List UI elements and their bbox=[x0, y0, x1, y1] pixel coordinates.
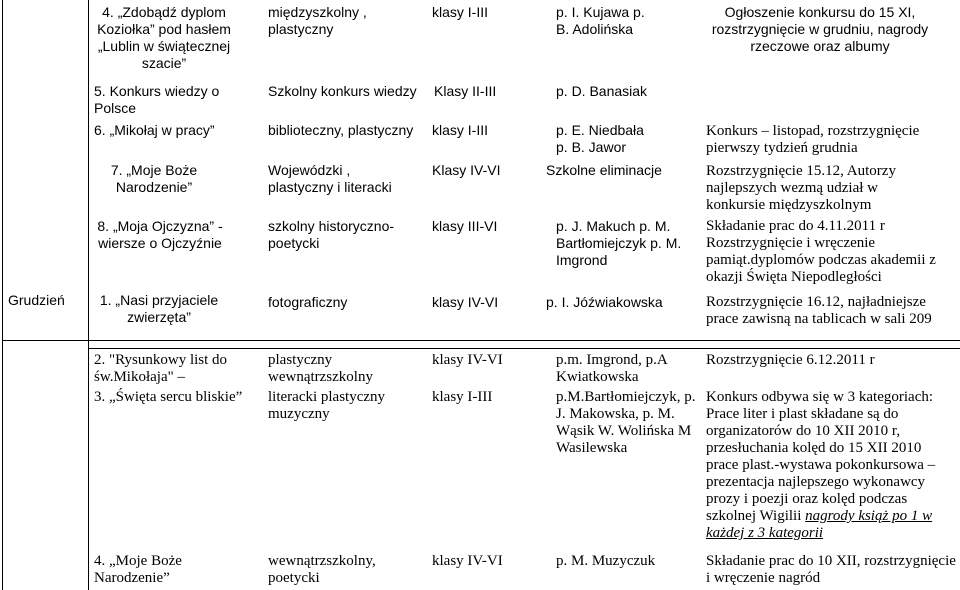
row-6-teachers: p. E. Niedbała p. B. Jawor bbox=[556, 122, 644, 155]
row-7-name: 7. „Moje Boże Narodzenie” bbox=[110, 162, 198, 195]
row-5-type: Szkolny konkurs wiedzy bbox=[268, 83, 417, 99]
row-2-teachers: p.m. Imgrond, p.A Kwiatkowska bbox=[556, 352, 667, 385]
row-8-type: szkolny historyczno-poetycki bbox=[268, 218, 395, 251]
row-6-name: 6. „Mikołaj w pracy” bbox=[94, 122, 215, 138]
row-7-notes: Rozstrzygnięcie 15.12, Autorzy najlepszych wezmą udział w konkursie międzyszkolnym bbox=[706, 163, 896, 213]
row-1-type: fotograficzny bbox=[268, 294, 348, 310]
row-4b-teachers: p. M. Muzyczuk bbox=[556, 553, 656, 569]
table-border-left bbox=[2, 0, 3, 590]
row-6-type: biblioteczny, plastyczny bbox=[268, 122, 414, 138]
row-3-type: literacki plastyczny muzyczny bbox=[268, 389, 386, 422]
row-4b-classes: klasy IV-VI bbox=[432, 553, 503, 569]
row-3-notes-awards: nagrody książ po 1 w każdej z 3 kategorii bbox=[706, 508, 933, 541]
row-8-teachers: p. J. Makuch p. M. Bartłomiejczyk p. M. Imgrond bbox=[556, 218, 682, 268]
row-1-classes: klasy IV-VI bbox=[432, 294, 499, 310]
row-4-teachers: p. I. Kujawa p. B. Adolińska bbox=[556, 4, 645, 37]
row-1-teachers: p. I. Jóźwiakowska bbox=[546, 294, 663, 310]
table-rule-top-section bbox=[2, 340, 960, 341]
row-7-classes: Klasy IV-VI bbox=[432, 162, 501, 178]
row-4b-type: wewnątrzszkolny, poetycki bbox=[268, 553, 376, 586]
row-2-notes: Rozstrzygnięcie 6.12.2011 r bbox=[706, 352, 875, 368]
row-8-classes: klasy III-VI bbox=[432, 218, 498, 234]
row-5-teachers: p. D. Banasiak bbox=[556, 83, 648, 99]
row-3-classes: klasy I-III bbox=[432, 389, 493, 405]
table-rule-bottom-section bbox=[88, 348, 960, 349]
row-4b-name: 4. „Moje Boże Narodzenie” bbox=[94, 553, 182, 586]
month-label: Grudzień bbox=[8, 292, 65, 308]
row-3-notes bbox=[706, 389, 956, 542]
row-4b-notes: Składanie prac do 10 XII, rozstrzygnięcie i wręczenie nagród bbox=[706, 553, 956, 586]
row-6-notes: Konkurs – listopad, rozstrzygnięcie pierwszy tydzień grudnia bbox=[706, 123, 920, 156]
row-1-notes: Rozstrzygnięcie 16.12, najładniejsze prace zawisną na tablicach w sali 209 bbox=[706, 294, 932, 327]
row-8-notes: Składanie prac do 4.11.2011 r Rozstrzygnięcie i wręczenie pamiąt.dyplomów podczas akademii z okazji Święta Niepodległości bbox=[706, 218, 936, 285]
row-1-name: 1. „Nasi przyjaciele zwierzęta” bbox=[99, 292, 219, 325]
row-5-classes: Klasy II-III bbox=[434, 83, 497, 99]
row-5-name: 5. Konkurs wiedzy o Polsce bbox=[94, 83, 220, 116]
row-2-type: plastyczny wewnątrzszkolny bbox=[268, 352, 373, 385]
row-4-notes: Ogłoszenie konkursu do 15 XI, rozstrzygnięcie w grudniu, nagrody rzeczowe oraz albumy bbox=[711, 4, 929, 54]
row-2-classes: klasy IV-VI bbox=[432, 352, 503, 368]
row-8-name: 8. „Moja Ojczyzna” - wiersze o Ojczyźnie bbox=[97, 218, 223, 251]
row-7-type: Wojewódzki , plastyczny i literacki bbox=[268, 162, 392, 195]
table-divider-month bbox=[88, 0, 89, 590]
row-7-teachers: Szkolne eliminacje bbox=[546, 162, 662, 178]
row-4-classes: klasy I-III bbox=[432, 4, 489, 20]
row-3-teachers: p.M.Bartłomiejczyk, p. J. Makowska, p. M. Wąsik W. Wolińska M Wasilewska bbox=[556, 389, 696, 456]
row-4-name: 4. „Zdobądź dyplom Koziołka” pod hasłem „Lublin w świątecznej szacie” bbox=[97, 4, 231, 71]
row-3-name: 3. „Święta sercu bliskie” bbox=[94, 389, 243, 405]
row-6-classes: klasy I-III bbox=[432, 122, 489, 138]
row-4-type: międzyszkolny , plastyczny bbox=[268, 4, 367, 37]
row-2-name: 2. "Rysunkowy list do św.Mikołaja" – bbox=[94, 352, 228, 385]
row-3-notes-text: Konkurs odbywa się w 3 kategoriach: Prace liter i plast składane są do organizatorów do 10 XII 2010 r, przesłuchania kolęd do 15 XII 2010 prace plast.-wystawa pokonkursowa – prezentacja najlepszego wykonawcy prozy i poezji oraz kolęd podczas szkolnej Wigilii bbox=[706, 389, 936, 524]
